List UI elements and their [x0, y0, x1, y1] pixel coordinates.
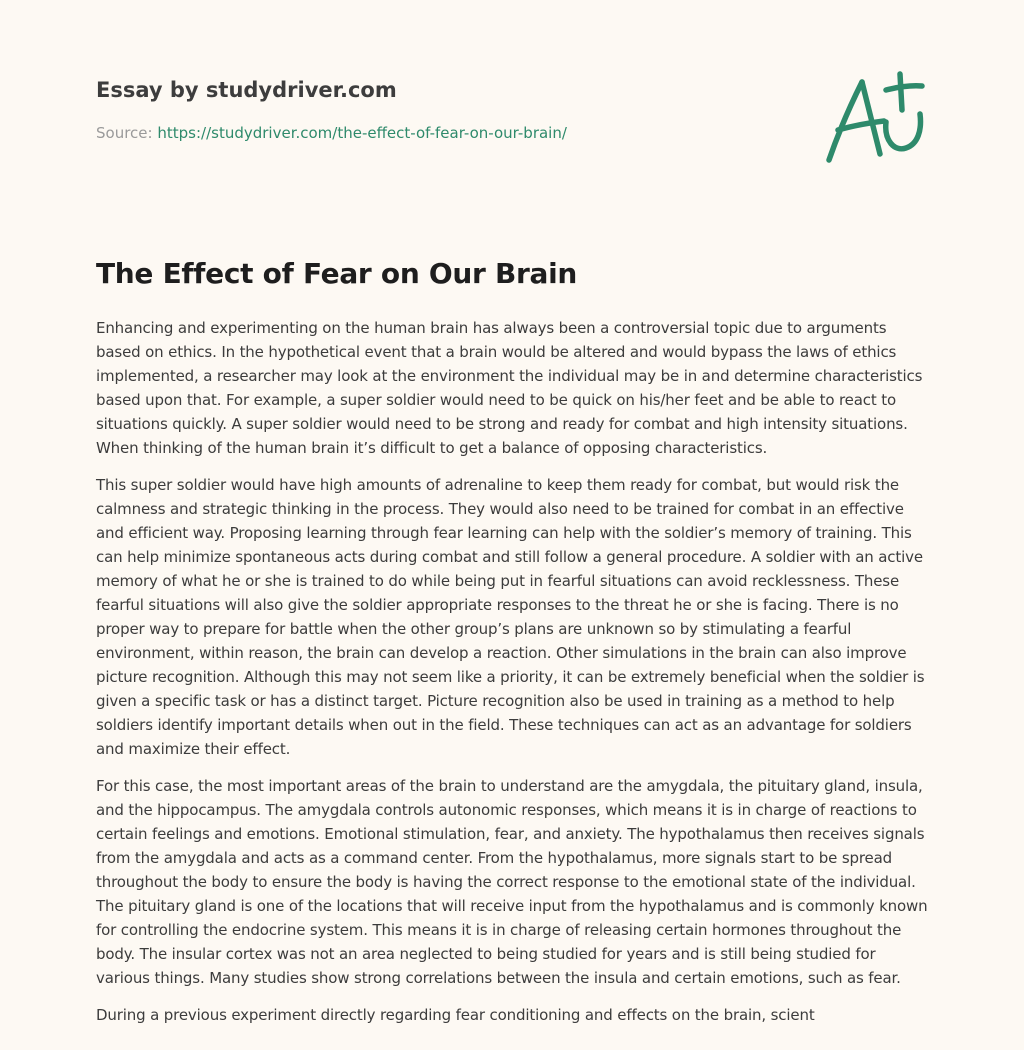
page-header [96, 75, 567, 143]
source-link[interactable]: https://studydriver.com/the-effect-of-fear-on-our-brain/ [157, 124, 567, 142]
source-label: Source: [96, 124, 153, 142]
essay-body [96, 316, 932, 1040]
essay-title: The Effect of Fear on Our Brain [96, 257, 578, 290]
a-plus-grade-logo-icon [822, 66, 930, 166]
essay-paragraph-truncated: During a previous experiment directly regarding fear conditioning and effects on the brain, scient [96, 1006, 815, 1024]
essay-paragraph: This super soldier would have high amounts of adrenaline to keep them ready for combat, but would risk the calmness and strategic thinking in the process. They would also need to be trained for combat in an effective and efficient way. Proposing learning through fear learning can help with the soldier’s memory of training. This can help minimize spontaneous acts during combat and still follow a general procedure. A soldier with an active memory of what he or she is trained to do while being put in fearful situations can avoid recklessness. These fearful situations will also give the soldier appropriate responses to the threat he or she is facing. There is no proper way to prepare for battle when the other group’s plans are unknown so by stimulating a fearful environment, within reason, the brain can develop a reaction. Other simulations in the brain can also improve picture recognition. Although this may not seem like a priority, it can be extremely beneficial when the soldier is given a specific task or has a distinct target. Picture recognition also be used in training as a method to help soldiers identify important details when out in the field. These techniques can act as an advantage for soldiers and maximize their effect. [96, 476, 925, 758]
essay-paragraph: For this case, the most important areas of the brain to understand are the amygdala, the pituitary gland, insula, and the hippocampus. The amygdala controls autonomic responses, which means it is in charge of reactions to certain feelings and emotions. Emotional stimulation, fear, and anxiety. The hypothalamus then receives signals from the amygdala and acts as a command center. From the hypothalamus, more signals start to be spread throughout the body to ensure the body is having the correct response to the emotional state of the individual. The pituitary gland is one of the locations that will receive input from the hypothalamus and is commonly known for controlling the endocrine system. This means it is in charge of releasing certain hormones throughout the body. The insular cortex was not an area neglected to being studied for years and is still being studied for various things. Many studies show strong correlations between the insula and certain emotions, such as fear. [96, 777, 928, 987]
essay-paragraph: Enhancing and experimenting on the human brain has always been a controversial topic due to arguments based on ethics. In the hypothetical event that a brain would be altered and would bypass the laws of ethics implemented, a researcher may look at the environment the individual may be in and determine characteristics based upon that. For example, a super soldier would need to be quick on his/her feet and be able to react to situations quickly. A super soldier would need to be strong and ready for combat and high intensity situations. When thinking of the human brain it’s difficult to get a balance of opposing characteristics. [96, 319, 923, 457]
source-line [96, 123, 567, 143]
site-title: Essay by studydriver.com [96, 78, 397, 102]
